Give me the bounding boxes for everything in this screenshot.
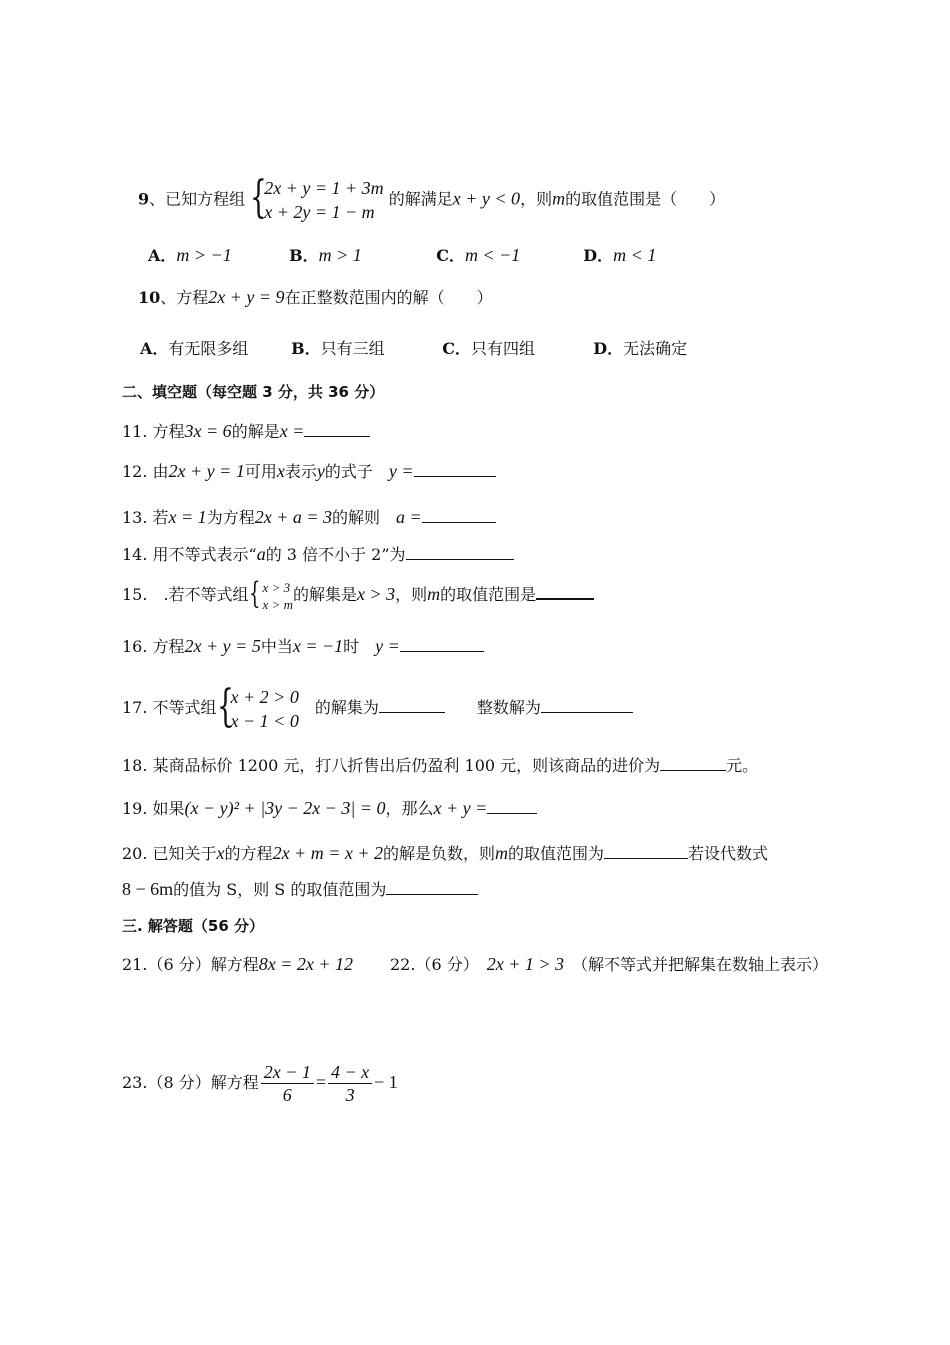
variable: m <box>427 584 441 604</box>
equation: 2x + y = 5 <box>184 636 261 656</box>
question-text: 的解则 <box>332 508 381 527</box>
answer-blank[interactable] <box>400 635 484 652</box>
question-text: 、方程 <box>160 288 209 307</box>
denominator: 3 <box>345 1085 355 1105</box>
question-text: 表示 <box>284 462 317 481</box>
equation: (x − y)² + |3y − 2x − 3| = 0 <box>184 798 386 818</box>
question-text: 的取值范围为 <box>508 844 605 863</box>
question-21 <box>122 953 353 976</box>
answer-prefix: x + y = <box>433 798 488 818</box>
question-9-options <box>148 244 656 267</box>
equation-system <box>250 172 384 224</box>
expression: 8 − 6m <box>122 879 174 899</box>
question-text: 中当 <box>260 637 293 656</box>
section-heading: 二、填空题（每空题 3 分，共 36 分） <box>122 383 385 401</box>
question-text: 14. 用不等式表示“ <box>122 545 257 564</box>
equation: 2x + y = 9 <box>208 287 285 307</box>
answer-blank[interactable] <box>541 696 633 713</box>
answer-blank[interactable] <box>414 460 496 477</box>
inequality: x − 1 < 0 <box>230 710 299 731</box>
question-number: 9 <box>138 189 150 209</box>
question-text: 21.（6 分）解方程 <box>122 955 259 974</box>
question-23 <box>122 1058 398 1107</box>
variable: m <box>552 188 566 209</box>
option-label: A． <box>148 246 177 265</box>
answer-blank[interactable] <box>406 543 514 560</box>
equation: x + 2y = 1 − m <box>264 202 375 222</box>
answer-blank[interactable] <box>536 582 594 600</box>
option-label: C． <box>442 339 471 358</box>
fraction <box>328 1061 372 1106</box>
question-text: 22.（6 分） <box>390 955 471 974</box>
variable: x <box>276 461 285 481</box>
answer-blank[interactable] <box>379 696 445 713</box>
question-text: 的方程 <box>224 844 273 863</box>
question-text: 的解是 <box>231 422 280 441</box>
question-text: 的取值范围是（ ） <box>565 189 726 209</box>
option-text: 无法确定 <box>623 339 688 358</box>
condition: x + y < 0 <box>452 188 521 209</box>
option-a[interactable] <box>140 338 286 360</box>
answer-blank[interactable] <box>487 797 537 814</box>
fraction <box>261 1061 314 1106</box>
question-text: 20. 已知关于 <box>122 844 217 863</box>
option-text: 只有三组 <box>320 339 385 358</box>
question-text: 时 <box>343 637 360 656</box>
answer-blank[interactable] <box>422 506 496 523</box>
brace-icon: { <box>216 680 234 732</box>
question-text: 的解集是 <box>292 585 357 604</box>
option-text: 有无限多组 <box>168 339 249 358</box>
question-text: 整数解为 <box>476 698 541 717</box>
question-10-options <box>140 338 687 360</box>
question-text: ，那么 <box>385 799 434 818</box>
question-12 <box>122 460 496 483</box>
question-text: 的值为 S，则 S 的取值范围为 <box>173 880 387 899</box>
question-text: 、已知方程组 <box>149 189 246 209</box>
answer-blank[interactable] <box>604 842 688 859</box>
option-d[interactable] <box>583 244 656 267</box>
option-b[interactable] <box>289 244 431 267</box>
question-text: 可用 <box>244 462 277 481</box>
question-text: ，则 <box>520 189 553 209</box>
inequality: x > 3 <box>262 579 291 595</box>
question-text: 的取值范围是 <box>440 585 537 604</box>
condition: x = 1 <box>168 507 207 527</box>
answer-blank[interactable] <box>660 754 726 771</box>
variable: x <box>216 843 225 863</box>
question-number: 10 <box>138 288 161 307</box>
question-text: 17. 不等式组 <box>122 698 217 717</box>
answer-prefix: x = <box>279 421 305 441</box>
question-text: 在正整数范围内的解（ ） <box>284 288 493 307</box>
equation: 2x + m = x + 2 <box>272 843 383 863</box>
question-text: 的式子 <box>324 462 373 481</box>
option-label: C． <box>436 246 465 265</box>
question-text: 若设代数式 <box>688 844 769 863</box>
answer-blank[interactable] <box>304 420 370 437</box>
option-label: B． <box>289 246 319 265</box>
question-text: （解不等式并把解集在数轴上表示） <box>580 955 829 974</box>
question-18 <box>122 754 758 777</box>
brace-icon: { <box>250 172 268 223</box>
solution: x > 3 <box>357 584 396 604</box>
question-text: 元。 <box>726 756 759 775</box>
question-text: 为方程 <box>206 508 255 527</box>
option-text: m > 1 <box>318 245 362 265</box>
question-text: 11. 方程 <box>122 422 185 441</box>
question-text: 的 3 倍不小于 2”为 <box>265 545 406 564</box>
numerator: 4 − x <box>328 1061 372 1084</box>
option-text: m > −1 <box>176 245 232 265</box>
option-c[interactable] <box>442 338 588 360</box>
inequality: x + 2 > 0 <box>230 686 299 707</box>
question-text: 的解集为 <box>314 698 379 717</box>
denominator: 6 <box>282 1085 292 1105</box>
question-text: 16. 方程 <box>122 637 185 656</box>
question-10 <box>138 286 493 309</box>
option-d[interactable] <box>593 338 687 360</box>
question-text: 的解是负数，则 <box>382 844 495 863</box>
inequality: 2x + 1 > 3 <box>486 954 565 974</box>
question-11 <box>122 420 370 443</box>
question-20 <box>122 842 768 865</box>
question-text: ，则 <box>395 585 428 604</box>
option-text: m < −1 <box>464 245 521 265</box>
brace-icon: { <box>248 575 261 611</box>
option-c[interactable] <box>436 244 578 267</box>
answer-prefix: y = <box>388 461 414 481</box>
inequality-system <box>216 680 299 733</box>
question-13 <box>122 506 496 529</box>
question-text: 12. 由 <box>122 462 169 481</box>
question-text: 15. .若不等式组 <box>122 585 249 604</box>
question-22 <box>390 953 828 976</box>
numerator: 2x − 1 <box>261 1061 314 1084</box>
question-14 <box>122 543 514 566</box>
option-label: B． <box>291 339 321 358</box>
question-19 <box>122 797 537 820</box>
option-label: A． <box>140 339 169 358</box>
question-text: 23.（8 分）解方程 <box>122 1073 259 1092</box>
equation: 3x = 6 <box>184 421 232 441</box>
expression: − 1 <box>374 1072 398 1092</box>
question-text: 19. 如果 <box>122 799 185 818</box>
question-15 <box>122 576 594 613</box>
equation: 8x = 2x + 12 <box>258 954 353 974</box>
equation: 2x + y = 1 <box>168 461 245 481</box>
option-text: m < 1 <box>613 245 657 265</box>
option-a[interactable] <box>148 244 284 267</box>
answer-prefix: y = <box>375 636 400 656</box>
inequality-system <box>248 575 293 613</box>
question-20-line2 <box>122 878 478 901</box>
equation: 2x + a = 3 <box>254 507 332 527</box>
answer-prefix: a = <box>396 507 422 527</box>
equation: 2x + y = 1 + 3m <box>264 178 384 198</box>
variable: m <box>495 843 508 863</box>
question-17 <box>122 682 633 734</box>
equals-sign: = <box>315 1072 327 1092</box>
question-text: 13. 若 <box>122 508 169 527</box>
question-text: 18. 某商品标价 1200 元，打八折售出后仍盈利 100 元，则该商品的进价为 <box>122 756 661 775</box>
question-9 <box>138 172 726 224</box>
section-heading: 三. 解答题（56 分） <box>122 917 265 935</box>
option-label: D． <box>593 339 624 358</box>
question-text: 的解满足 <box>388 189 453 209</box>
variable: a <box>256 544 266 564</box>
variable: y <box>316 461 325 481</box>
option-b[interactable] <box>291 338 437 360</box>
question-16 <box>122 635 484 658</box>
option-text: 只有四组 <box>470 339 535 358</box>
option-label: D． <box>583 246 614 265</box>
inequality: x > m <box>262 596 293 612</box>
answer-blank[interactable] <box>386 878 478 895</box>
condition: x = −1 <box>292 636 344 656</box>
